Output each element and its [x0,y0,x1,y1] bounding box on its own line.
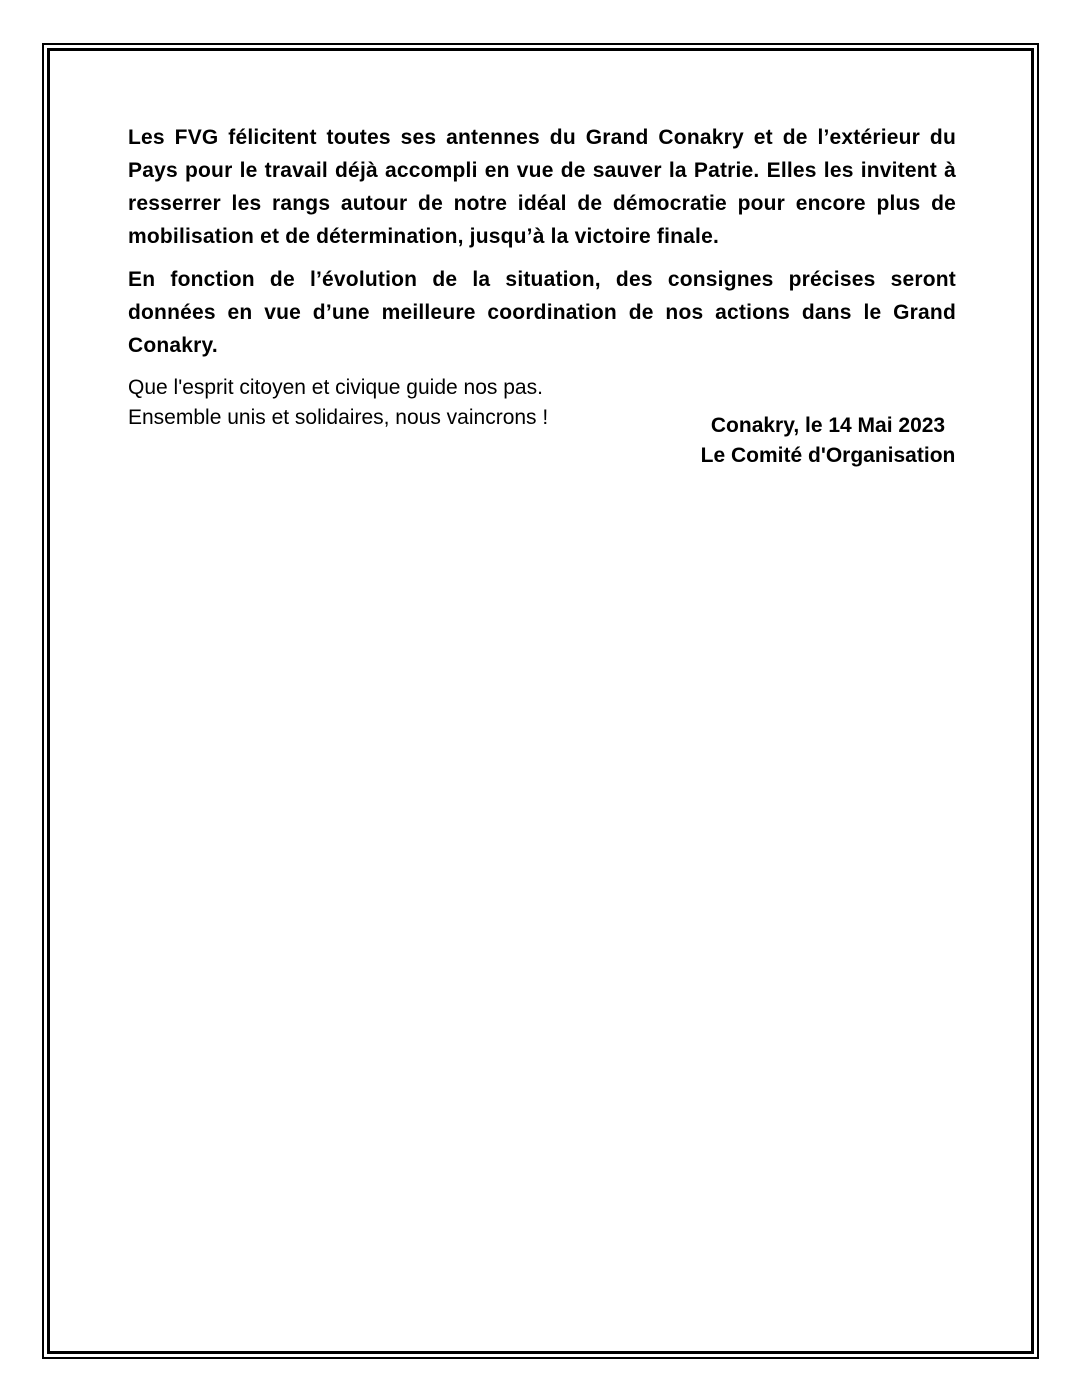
signature-committee-line: Le Comité d'Organisation [700,444,956,467]
document-content [128,121,956,471]
motto-line-1: Que l'esprit citoyen et civique guide nos pas. [128,376,543,399]
paragraph-congratulations: Les FVG félicitent toutes ses antennes du Grand Conakry et de l’extérieur du Pays pour le travail déjà accompli en vue de sauver la Patrie. Elles les invitent à resserrer les rangs autour de notre idéal de démocratie pour encore plus de mobilisation et de détermination, jusqu’à la victoire finale. [128,126,956,248]
signature-date-line: Conakry, le 14 Mai 2023 [710,414,946,437]
paragraph-instructions: En fonction de l’évolution de la situation, des consignes précises seront données en vue d’une meilleure coordination de nos actions dans le Grand Conakry. [128,268,956,357]
motto-line-2: Ensemble unis et solidaires, nous vaincrons ! [128,406,549,429]
motto-block [128,373,688,433]
signature-block [688,411,968,471]
closing-row [128,373,956,471]
